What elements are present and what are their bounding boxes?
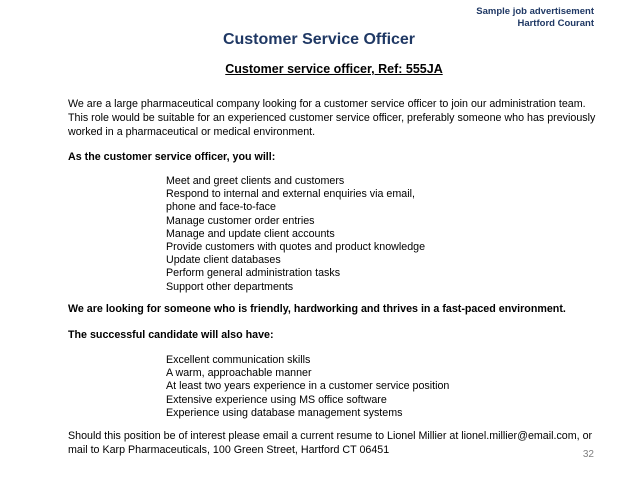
list-item: Meet and greet clients and customers — [166, 175, 345, 187]
list-item: Extensive experience using MS office software — [166, 393, 387, 406]
list-item: Respond to internal and external enquiries via email, — [166, 188, 415, 201]
list-item: Manage customer order entries — [166, 214, 315, 227]
page-number: 32 — [582, 449, 594, 460]
contact-paragraph: Should this position be of interest please email a current resume to Lionel Millier at lionel.millier@email.com, or mail to Karp Pharmaceuticals, 100 Green Street, Hartford CT 06451 — [68, 430, 593, 456]
intro-paragraph: We are a large pharmaceutical company looking for a customer service officer to join our administration team. This role would be suitable for an experienced customer service officer, preferably someone who has previously worked in a pharmaceutical or medical environment. — [68, 98, 596, 138]
list-item: At least two years experience in a customer service position — [166, 380, 450, 393]
looking-for-statement: We are looking for someone who is friendly, hardworking and thrives in a fast-paced environment. — [68, 303, 566, 315]
duties-heading: As the customer service officer, you will: — [68, 151, 276, 163]
job-reference-heading: Customer service officer, Ref: 555JA — [225, 62, 443, 76]
source-label — [476, 6, 594, 30]
list-item: Update client databases — [166, 254, 281, 267]
skills-list — [166, 353, 586, 419]
page-title: Customer Service Officer — [222, 31, 416, 48]
skills-heading: The successful candidate will also have: — [68, 329, 274, 341]
duties-list — [166, 174, 586, 293]
list-item: Provide customers with quotes and product knowledge — [166, 240, 426, 253]
list-item: Experience using database management systems — [166, 406, 403, 419]
source-line-1: Sample job advertisement — [476, 6, 594, 17]
list-item: phone and face-to-face — [166, 201, 276, 214]
source-line-2: Hartford Courant — [517, 18, 594, 29]
list-item: Support other departments — [166, 280, 294, 293]
list-item: Perform general administration tasks — [166, 267, 341, 280]
list-item: Excellent communication skills — [166, 354, 311, 366]
list-item: Manage and update client accounts — [166, 227, 335, 240]
list-item: A warm, approachable manner — [166, 367, 312, 380]
